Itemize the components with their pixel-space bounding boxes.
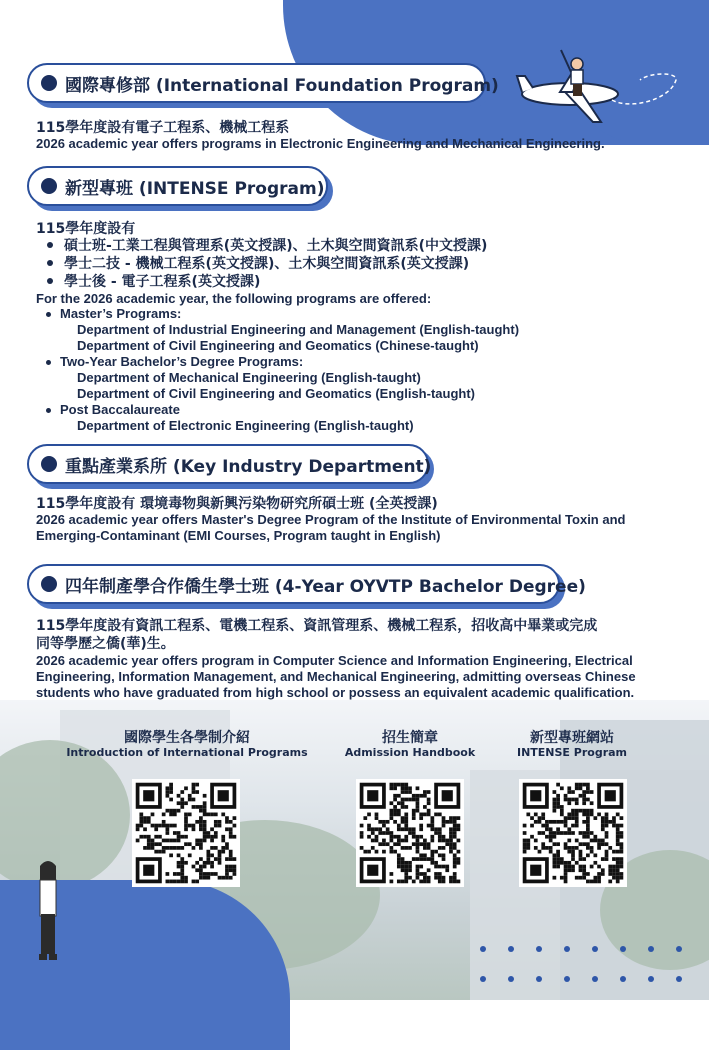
bullet-icon [41, 178, 57, 194]
qr-label-en: Introduction of International Programs [66, 746, 308, 759]
section-header-ifp [27, 63, 499, 103]
qr-label-zh: 新型專班網站 [530, 730, 614, 746]
intense-zh-intro: 115學年度設有 [36, 221, 136, 237]
key-zh-text: 115學年度設有 環境毒物與新興污染物研究所碩士班 (全英授課) [36, 496, 438, 512]
intense-en-group-label: Post Baccalaureate [60, 402, 180, 417]
intense-zh-item: 學士二技 - 機械工程系(英文授課)、土木與空間資訊系(英文授課) [64, 256, 470, 272]
flight-path-icon [610, 70, 680, 110]
qr-code-programs[interactable] [132, 779, 240, 887]
bullet-icon [41, 75, 57, 91]
bullet-icon [41, 576, 57, 592]
oyvtp-en-text: students who have graduated from high school or possess an equivalent academic qualification. [36, 685, 635, 700]
qr-label-zh: 招生簡章 [382, 730, 438, 746]
oyvtp-en-text: Engineering, Information Management, and Mechanical Engineering, admitting overseas Chinese [36, 669, 636, 684]
intense-en-item: Department of Civil Engineering and Geomatics (Chinese-taught) [77, 338, 479, 353]
qr-label-en: INTENSE Program [516, 746, 628, 759]
decorative-dot-pattern [472, 942, 709, 992]
key-en-text: 2026 academic year offers Master's Degree Program of the Institute of Environmental Toxin and [36, 512, 626, 527]
intense-en-item: Department of Mechanical Engineering (English-taught) [77, 370, 421, 385]
oyvtp-zh-text: 115學年度設有資訊工程系、電機工程系、資訊管理系、機械工程系，招收高中畢業或完成 [36, 618, 598, 634]
bullet-icon [46, 360, 51, 365]
qr-label-handbook [335, 730, 485, 759]
qr-label-en: Admission Handbook [344, 746, 476, 759]
intense-zh-item: 碩士班-工業工程與管理系(英文授課)、土木與空間資訊系(中文授課) [64, 238, 488, 254]
qr-code-intense[interactable] [519, 779, 627, 887]
airplane-illustration-icon [515, 42, 625, 132]
section-title: 四年制產學合作僑生學士班 (4-Year OYVTP Bachelor Degree) [65, 576, 586, 597]
section-title: 重點產業系所 (Key Industry Department) [65, 456, 432, 477]
section-header-intense [27, 166, 328, 206]
section-title: 新型專班 (INTENSE Program) [65, 178, 325, 199]
oyvtp-en-text: 2026 academic year offers program in Computer Science and Information Engineering, Electrical [36, 653, 633, 668]
intense-zh-item: 學士後 - 電子工程系(英文授課) [64, 274, 261, 290]
bullet-icon [47, 242, 53, 248]
bullet-icon [46, 408, 51, 413]
intense-en-group-label: Two-Year Bachelor’s Degree Programs: [60, 354, 304, 369]
intense-en-item: Department of Civil Engineering and Geomatics (English-taught) [77, 386, 475, 401]
bullet-icon [47, 278, 53, 284]
bullet-icon [47, 260, 53, 266]
key-en-text: Emerging-Contaminant (EMI Courses, Program taught in English) [36, 528, 441, 543]
bullet-icon [41, 456, 57, 472]
section-header-oyvtp [27, 564, 586, 604]
student-illustration-icon [30, 858, 66, 966]
section-header-key-industry [27, 444, 432, 484]
bullet-icon [46, 312, 51, 317]
intense-en-item: Department of Electronic Engineering (English-taught) [77, 418, 414, 433]
qr-label-programs [62, 730, 312, 759]
intense-en-intro: For the 2026 academic year, the following programs are offered: [36, 291, 432, 306]
qr-code-icon [519, 779, 627, 887]
qr-code-icon [356, 779, 464, 887]
qr-code-icon [132, 779, 240, 887]
intense-en-item: Department of Industrial Engineering and Management (English-taught) [77, 322, 520, 337]
qr-label-intense [497, 730, 647, 759]
oyvtp-zh-text: 同等學歷之僑(華)生。 [36, 636, 175, 652]
qr-label-zh: 國際學生各學制介紹 [124, 730, 250, 746]
ifp-en-text: 2026 academic year offers programs in Electronic Engineering and Mechanical Engineering. [36, 136, 605, 151]
intense-en-group-label: Master’s Programs: [60, 306, 182, 321]
ifp-zh-text: 115學年度設有電子工程系、機械工程系 [36, 120, 290, 136]
qr-code-handbook[interactable] [356, 779, 464, 887]
section-title: 國際專修部 (International Foundation Program) [65, 75, 499, 96]
